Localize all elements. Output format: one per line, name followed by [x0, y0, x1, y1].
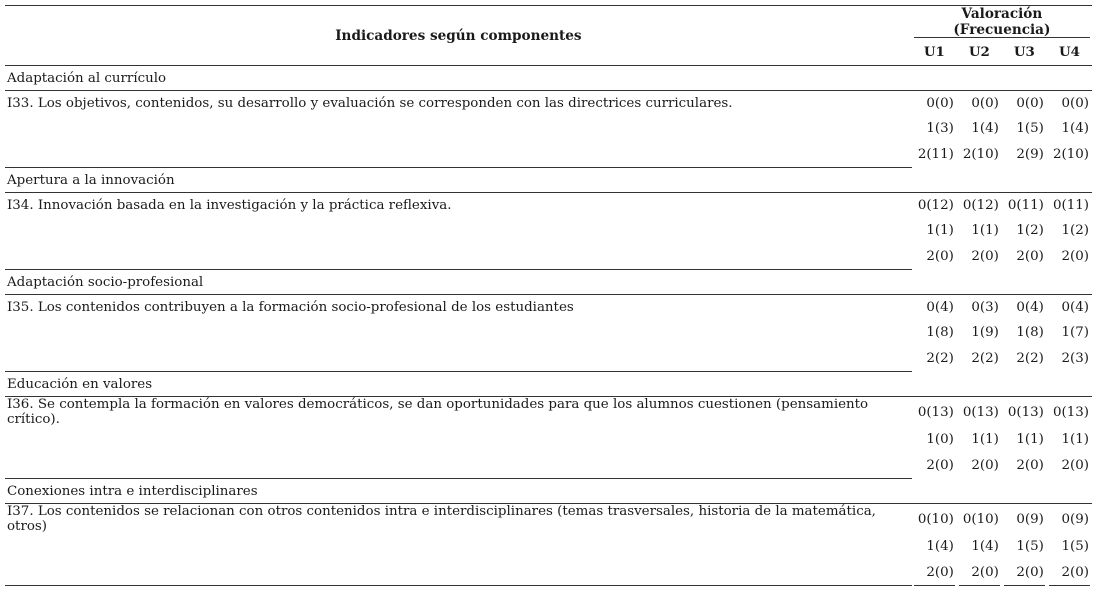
indicator-row: [5, 345, 1092, 372]
frequency-value-u4: [1047, 320, 1092, 345]
valuation-header-label: Valoración (Frecuencia): [953, 6, 1051, 38]
frequency-value-u3: [1002, 141, 1047, 168]
frequency-value-u2: [957, 504, 1002, 535]
frequency-value-u1: [912, 452, 957, 479]
frequency-value-text: 0(13): [1007, 404, 1044, 420]
frequency-value-text: 2(0): [1061, 564, 1089, 580]
frequency-value-text: 0(4): [926, 300, 954, 315]
frequency-value-u4: [1047, 141, 1092, 168]
frequency-value-u4: [1047, 243, 1092, 270]
frequency-value-u3: [1002, 295, 1047, 321]
component-label: Adaptación al currículo: [5, 66, 1092, 91]
frequency-value-text: 2(11): [917, 146, 954, 162]
frequency-value-text: 0(0): [1016, 96, 1044, 111]
frequency-value-text: 0(9): [1061, 511, 1089, 527]
frequency-value-text: 2(0): [1061, 457, 1089, 473]
frequency-value-text: 2(0): [971, 457, 999, 473]
bottom-rule-segment: [1049, 585, 1090, 586]
indicator-text-spacer: [5, 534, 912, 559]
frequency-value-u3: [1002, 91, 1047, 117]
frequency-value-u2: [957, 534, 1002, 559]
frequency-value-text: 1(1): [971, 223, 999, 238]
indicator-text: I36. Se contempla la formación en valores democráticos, se dan oportunidades para que los alumnos cuestionen (pensamiento crítico).: [7, 397, 869, 427]
frequency-value-text: 1(3): [926, 121, 954, 136]
indicator-row: [5, 295, 1092, 321]
frequency-value-u4: [1047, 193, 1092, 219]
frequency-value-text: 2(0): [1016, 564, 1044, 580]
frequency-value-u2: [957, 320, 1002, 345]
frequency-value-text: 2(0): [1016, 248, 1044, 264]
frequency-value-u1: [912, 345, 957, 372]
indicator-row: [5, 141, 1092, 168]
frequency-value-text: 2(0): [1061, 248, 1089, 264]
bottom-rule-segment: [1004, 585, 1045, 586]
unit-header-u2: U2: [957, 38, 1002, 66]
frequency-value-u1: [912, 559, 957, 586]
frequency-value-u4: [1047, 91, 1092, 117]
frequency-value-u2: [957, 559, 1002, 586]
frequency-value-u1: [912, 504, 957, 535]
frequency-value-u4: [1047, 218, 1092, 243]
frequency-value-text: 0(4): [1016, 300, 1044, 315]
frequency-value-text: 0(10): [962, 511, 999, 527]
frequency-value-text: 0(9): [1016, 511, 1044, 527]
frequency-value-u3: [1002, 534, 1047, 559]
frequency-value-u1: [912, 534, 957, 559]
indicator-text-spacer: [5, 452, 912, 479]
frequency-value-u2: [957, 91, 1002, 117]
frequency-value-u2: [957, 427, 1002, 452]
frequency-value-text: 2(0): [926, 248, 954, 264]
frequency-value-u2: [957, 141, 1002, 168]
unit-header-u4: U4: [1047, 38, 1092, 66]
indicator-text: I37. Los contenidos se relacionan con otros contenidos intra e interdisciplinares (temas trasversales, historia de la matemática, otros): [7, 504, 876, 534]
frequency-value-text: 0(13): [917, 404, 954, 420]
indicator-row: [5, 91, 1092, 117]
frequency-value-text: 2(2): [971, 350, 999, 366]
indicator-text-spacer: [5, 116, 912, 141]
frequency-value-text: 0(13): [1052, 404, 1089, 420]
frequency-value-u1: [912, 320, 957, 345]
frequency-value-text: 1(2): [1061, 223, 1089, 238]
indicator-row: [5, 397, 1092, 428]
indicator-row: [5, 243, 1092, 270]
indicator-text: I33. Los objetivos, contenidos, su desarrollo y evaluación se corresponden con las directrices curriculares.: [7, 96, 733, 111]
frequency-value-u1: [912, 218, 957, 243]
frequency-value-u1: [912, 243, 957, 270]
frequency-value-u1: [912, 295, 957, 321]
frequency-value-text: 2(0): [926, 564, 954, 580]
frequency-value-text: 1(1): [926, 223, 954, 238]
table-header: [5, 6, 1092, 66]
component-label: Adaptación socio-profesional: [5, 270, 1092, 295]
frequency-value-u3: [1002, 504, 1047, 535]
frequency-value-u3: [1002, 452, 1047, 479]
frequency-value-u4: [1047, 559, 1092, 586]
frequency-value-u1: [912, 193, 957, 219]
frequency-value-text: 1(5): [1016, 121, 1044, 136]
frequency-value-u4: [1047, 345, 1092, 372]
bottom-rule-segment: [959, 585, 1000, 586]
indicator-row: [5, 559, 1092, 586]
component-row: [5, 168, 1092, 193]
frequency-value-text: 1(5): [1061, 539, 1089, 554]
indicator-text-spacer: [5, 559, 912, 586]
indicator-row: [5, 504, 1092, 535]
frequency-value-text: 2(0): [926, 457, 954, 473]
frequency-value-u2: [957, 193, 1002, 219]
frequency-value-text: 0(13): [962, 404, 999, 420]
frequency-table-container: [5, 5, 1092, 586]
component-row: [5, 270, 1092, 295]
unit-header-u3: U3: [1002, 38, 1047, 66]
frequency-value-u3: [1002, 116, 1047, 141]
frequency-value-text: 2(0): [1016, 457, 1044, 473]
indicator-text-spacer: [5, 243, 912, 270]
frequency-value-text: 0(12): [917, 198, 954, 213]
frequency-value-u3: [1002, 193, 1047, 219]
frequency-value-text: 0(3): [971, 300, 999, 315]
component-label: Educación en valores: [5, 372, 1092, 397]
frequency-value-u3: [1002, 559, 1047, 586]
bottom-rule-segment: [914, 585, 955, 586]
frequency-value-text: 1(1): [1016, 432, 1044, 447]
frequency-value-u3: [1002, 427, 1047, 452]
frequency-value-u3: [1002, 218, 1047, 243]
indicator-text-spacer: [5, 320, 912, 345]
frequency-value-u1: [912, 141, 957, 168]
frequency-value-text: 1(8): [1016, 325, 1044, 340]
frequency-value-text: 1(5): [1016, 539, 1044, 554]
component-row: [5, 372, 1092, 397]
frequency-value-text: 2(2): [1016, 350, 1044, 366]
frequency-value-text: 1(1): [971, 432, 999, 447]
indicator-row: [5, 534, 1092, 559]
frequency-value-text: 0(11): [1052, 198, 1089, 213]
frequency-value-text: 1(1): [1061, 432, 1089, 447]
frequency-value-text: 0(0): [926, 96, 954, 111]
component-label: Conexiones intra e interdisciplinares: [5, 479, 1092, 504]
component-row: [5, 66, 1092, 91]
frequency-value-u2: [957, 116, 1002, 141]
frequency-value-u3: [1002, 397, 1047, 428]
frequency-value-u4: [1047, 295, 1092, 321]
frequency-value-u3: [1002, 345, 1047, 372]
frequency-value-u2: [957, 397, 1002, 428]
frequency-value-u2: [957, 295, 1002, 321]
frequency-value-text: 1(2): [1016, 223, 1044, 238]
indicator-row: [5, 218, 1092, 243]
indicators-frequency-table: [5, 5, 1092, 586]
component-row: [5, 479, 1092, 504]
indicator-row: [5, 116, 1092, 141]
frequency-value-text: 2(10): [962, 146, 999, 162]
indicator-row: [5, 452, 1092, 479]
frequency-value-u2: [957, 345, 1002, 372]
indicator-row: [5, 320, 1092, 345]
frequency-value-text: 0(11): [1007, 198, 1044, 213]
frequency-value-text: 1(0): [926, 432, 954, 447]
frequency-value-text: 0(12): [962, 198, 999, 213]
frequency-value-u3: [1002, 320, 1047, 345]
indicator-text-spacer: [5, 427, 912, 452]
frequency-value-u1: [912, 427, 957, 452]
frequency-value-text: 0(0): [971, 96, 999, 111]
frequency-value-u4: [1047, 116, 1092, 141]
frequency-value-text: 2(10): [1052, 146, 1089, 162]
table-body: [5, 66, 1092, 586]
frequency-value-u1: [912, 91, 957, 117]
frequency-value-u2: [957, 218, 1002, 243]
frequency-value-u1: [912, 397, 957, 428]
frequency-value-text: 0(0): [1061, 96, 1089, 111]
frequency-value-text: 0(4): [1061, 300, 1089, 315]
valuation-header-rule: [914, 37, 1090, 38]
frequency-value-text: 2(0): [971, 564, 999, 580]
frequency-value-u3: [1002, 243, 1047, 270]
frequency-value-text: 2(9): [1016, 146, 1044, 162]
indicator-row: [5, 193, 1092, 219]
indicator-row: [5, 427, 1092, 452]
frequency-value-u4: [1047, 452, 1092, 479]
frequency-value-u1: [912, 116, 957, 141]
frequency-value-u4: [1047, 504, 1092, 535]
frequency-value-u2: [957, 243, 1002, 270]
unit-header-u1: U1: [912, 38, 957, 66]
frequency-value-text: 1(8): [926, 325, 954, 340]
frequency-value-text: 1(7): [1061, 325, 1089, 340]
frequency-value-u4: [1047, 427, 1092, 452]
frequency-value-text: 0(10): [917, 511, 954, 527]
valuation-header: [912, 6, 1092, 39]
frequency-value-u4: [1047, 534, 1092, 559]
frequency-value-u4: [1047, 397, 1092, 428]
indicator-text-spacer: [5, 218, 912, 243]
frequency-value-text: 1(4): [971, 121, 999, 136]
indicator-text-spacer: [5, 141, 912, 168]
indicator-text: I34. Innovación basada en la investigación y la práctica reflexiva.: [7, 198, 452, 213]
indicators-header: Indicadores según componentes: [5, 6, 912, 66]
frequency-value-text: 1(4): [926, 539, 954, 554]
frequency-value-text: 1(4): [1061, 121, 1089, 136]
indicator-text-spacer: [5, 345, 912, 372]
frequency-value-u2: [957, 452, 1002, 479]
frequency-value-text: 2(2): [926, 350, 954, 366]
component-label: Apertura a la innovación: [5, 168, 1092, 193]
indicator-text: I35. Los contenidos contribuyen a la formación socio-profesional de los estudiantes: [7, 300, 574, 315]
frequency-value-text: 1(9): [971, 325, 999, 340]
frequency-value-text: 2(3): [1061, 350, 1089, 366]
frequency-value-text: 1(4): [971, 539, 999, 554]
frequency-value-text: 2(0): [971, 248, 999, 264]
